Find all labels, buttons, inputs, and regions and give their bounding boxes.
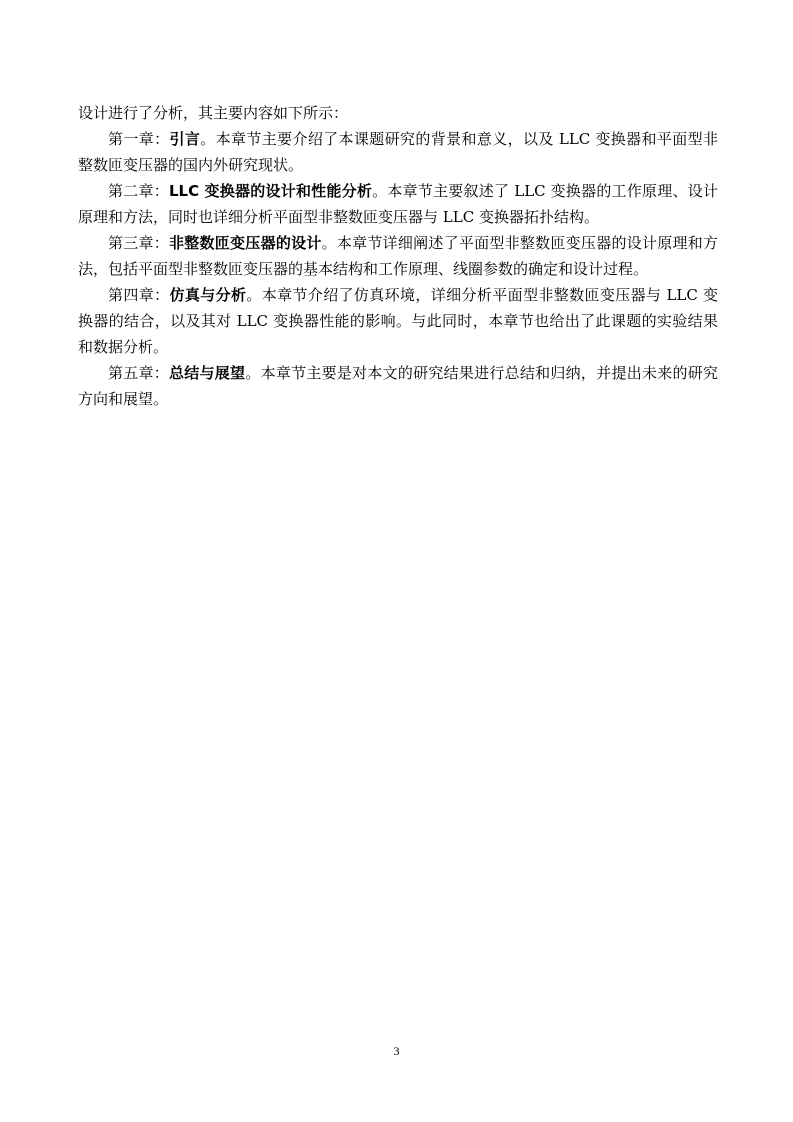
document-body: [78, 100, 718, 412]
chapter-3-paragraph: [78, 230, 718, 282]
chapter-5-title: 总结与展望: [169, 364, 246, 382]
chapter-4-prefix: 第四章：: [108, 286, 170, 304]
chapter-4-paragraph: [78, 282, 718, 360]
chapter-4-body: 。本章节介绍了仿真环境，详细分析平面型非整数匝变压器与 LLC 变换器的结合，以及其对 LLC 变换器性能的影响。与此同时，本章节也给出了此课题的实验结果和数据分析。: [78, 286, 718, 356]
chapter-5-prefix: 第五章：: [108, 364, 170, 382]
chapter-2-body: 。本章节主要叙述了 LLC 变换器的工作原理、设计原理和方法，同时也详细分析平面型非整数匝变压器与 LLC 变换器拓扑结构。: [78, 182, 718, 226]
chapter-4-title: 仿真与分析: [169, 286, 247, 304]
chapter-3-title: 非整数匝变压器的设计: [169, 234, 322, 252]
chapter-2-paragraph: [78, 178, 718, 230]
chapter-5-body: 。本章节主要是对本文的研究结果进行总结和归纳，并提出未来的研究方向和展望。: [78, 364, 718, 408]
chapter-3-body: 。本章节详细阐述了平面型非整数匝变压器的设计原理和方法，包括平面型非整数匝变压器的基本结构和工作原理、线圈参数的确定和设计过程。: [78, 234, 718, 278]
chapter-1-body: 。本章节主要介绍了本课题研究的背景和意义，以及 LLC 变换器和平面型非整数匝变压器的国内外研究现状。: [78, 130, 718, 174]
chapter-3-prefix: 第三章：: [108, 234, 170, 252]
page-number: 3: [393, 1044, 400, 1058]
chapter-1-title: 引言: [169, 130, 201, 148]
intro-line: 设计进行了分析，其主要内容如下所示：: [78, 104, 349, 122]
chapter-2-prefix: 第二章：: [108, 182, 169, 200]
chapter-2-title: LLC 变换器的设计和性能分析: [168, 182, 373, 200]
chapter-5-paragraph: [78, 360, 718, 412]
chapter-1-paragraph: [78, 126, 718, 178]
chapter-1-prefix: 第一章：: [108, 130, 170, 148]
